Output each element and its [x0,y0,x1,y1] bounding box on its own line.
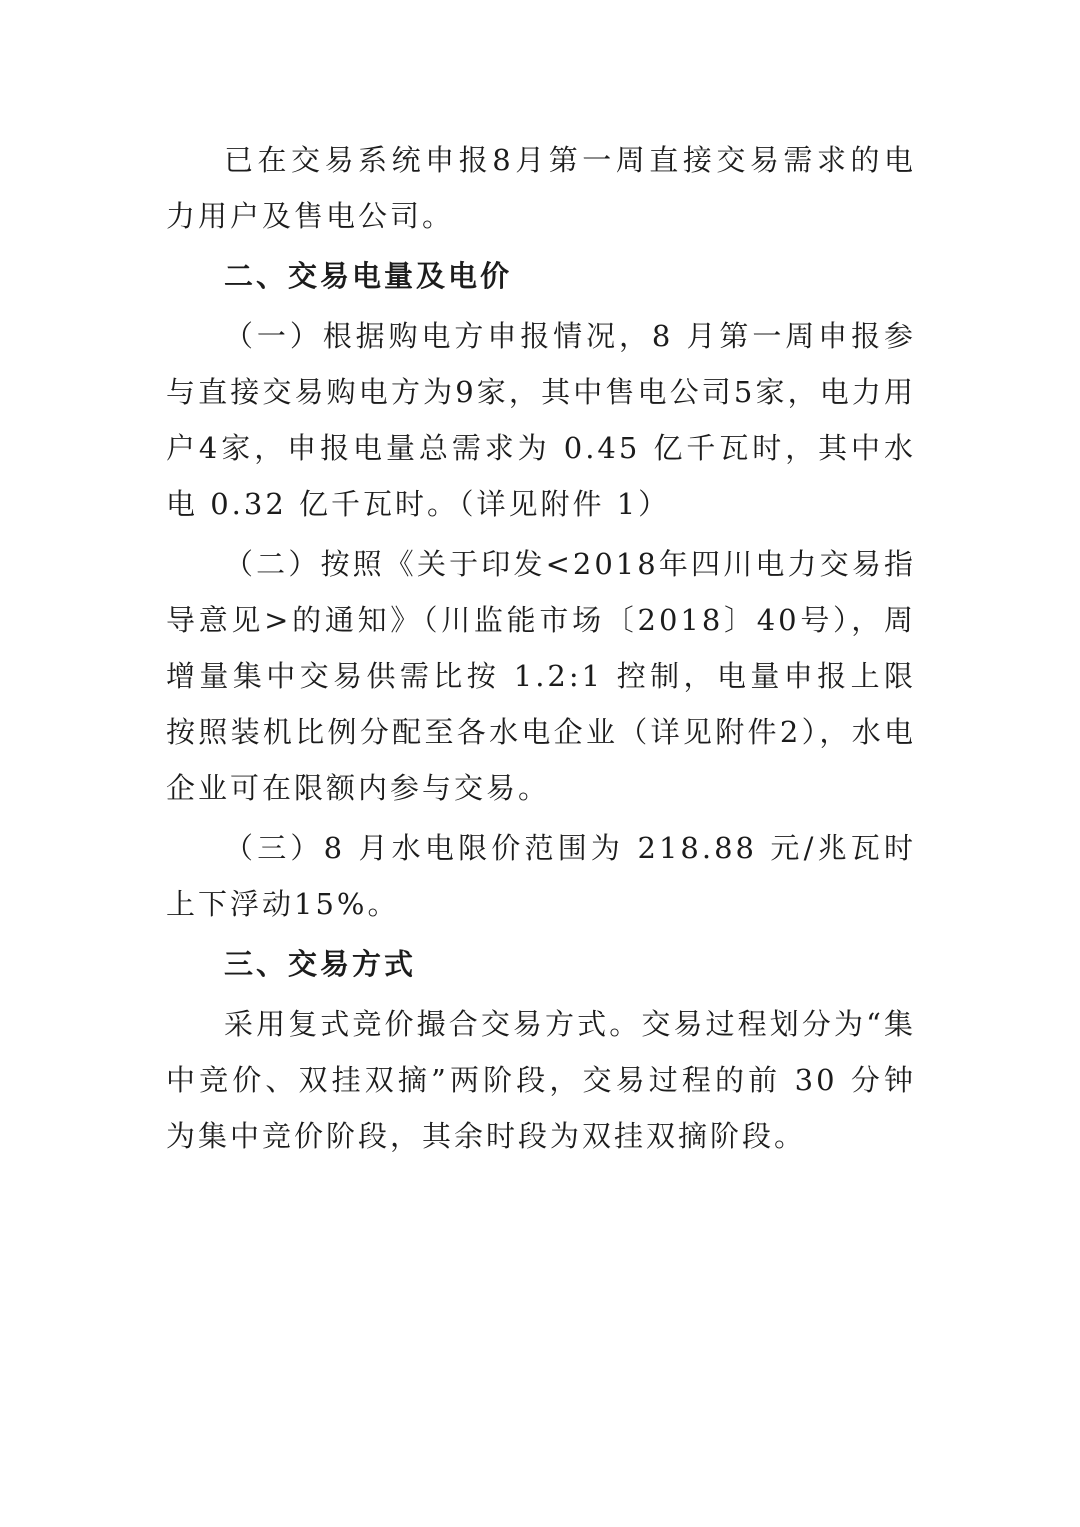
paragraph-supply-demand-ratio: （二）按照《关于印发<2018年四川电力交易指导意见>的通知》（川监能市场〔2018〕40号），周增量集中交易供需比按 1.2:1 控制，电量申报上限按照装机比例分配至各水电企业（详见附件2），水电企业可在限额内参与交易。 [166,547,916,805]
paragraph-buyer-declaration: （一）根据购电方申报情况，8 月第一周申报参与直接交易购电方为9家，其中售电公司5家，电力用户4家，申报电量总需求为 0.45 亿千瓦时，其中水电 0.32 亿千瓦时。（详见附件 1） [166,319,916,521]
heading-trading-volume-price: 二、交易电量及电价 [224,259,513,293]
paragraph-price-limit: （三）8 月水电限价范围为 218.88 元/兆瓦时上下浮动15%。 [166,831,916,921]
paragraph-intro: 已在交易系统申报8月第一周直接交易需求的电力用户及售电公司。 [166,143,916,233]
document-body [166,132,916,1164]
paragraph-trading-method: 采用复式竞价撮合交易方式。交易过程划分为“集中竞价、双挂双摘”两阶段，交易过程的前 30 分钟为集中竞价阶段，其余时段为双挂双摘阶段。 [166,1007,916,1153]
heading-trading-method: 三、交易方式 [224,947,417,981]
